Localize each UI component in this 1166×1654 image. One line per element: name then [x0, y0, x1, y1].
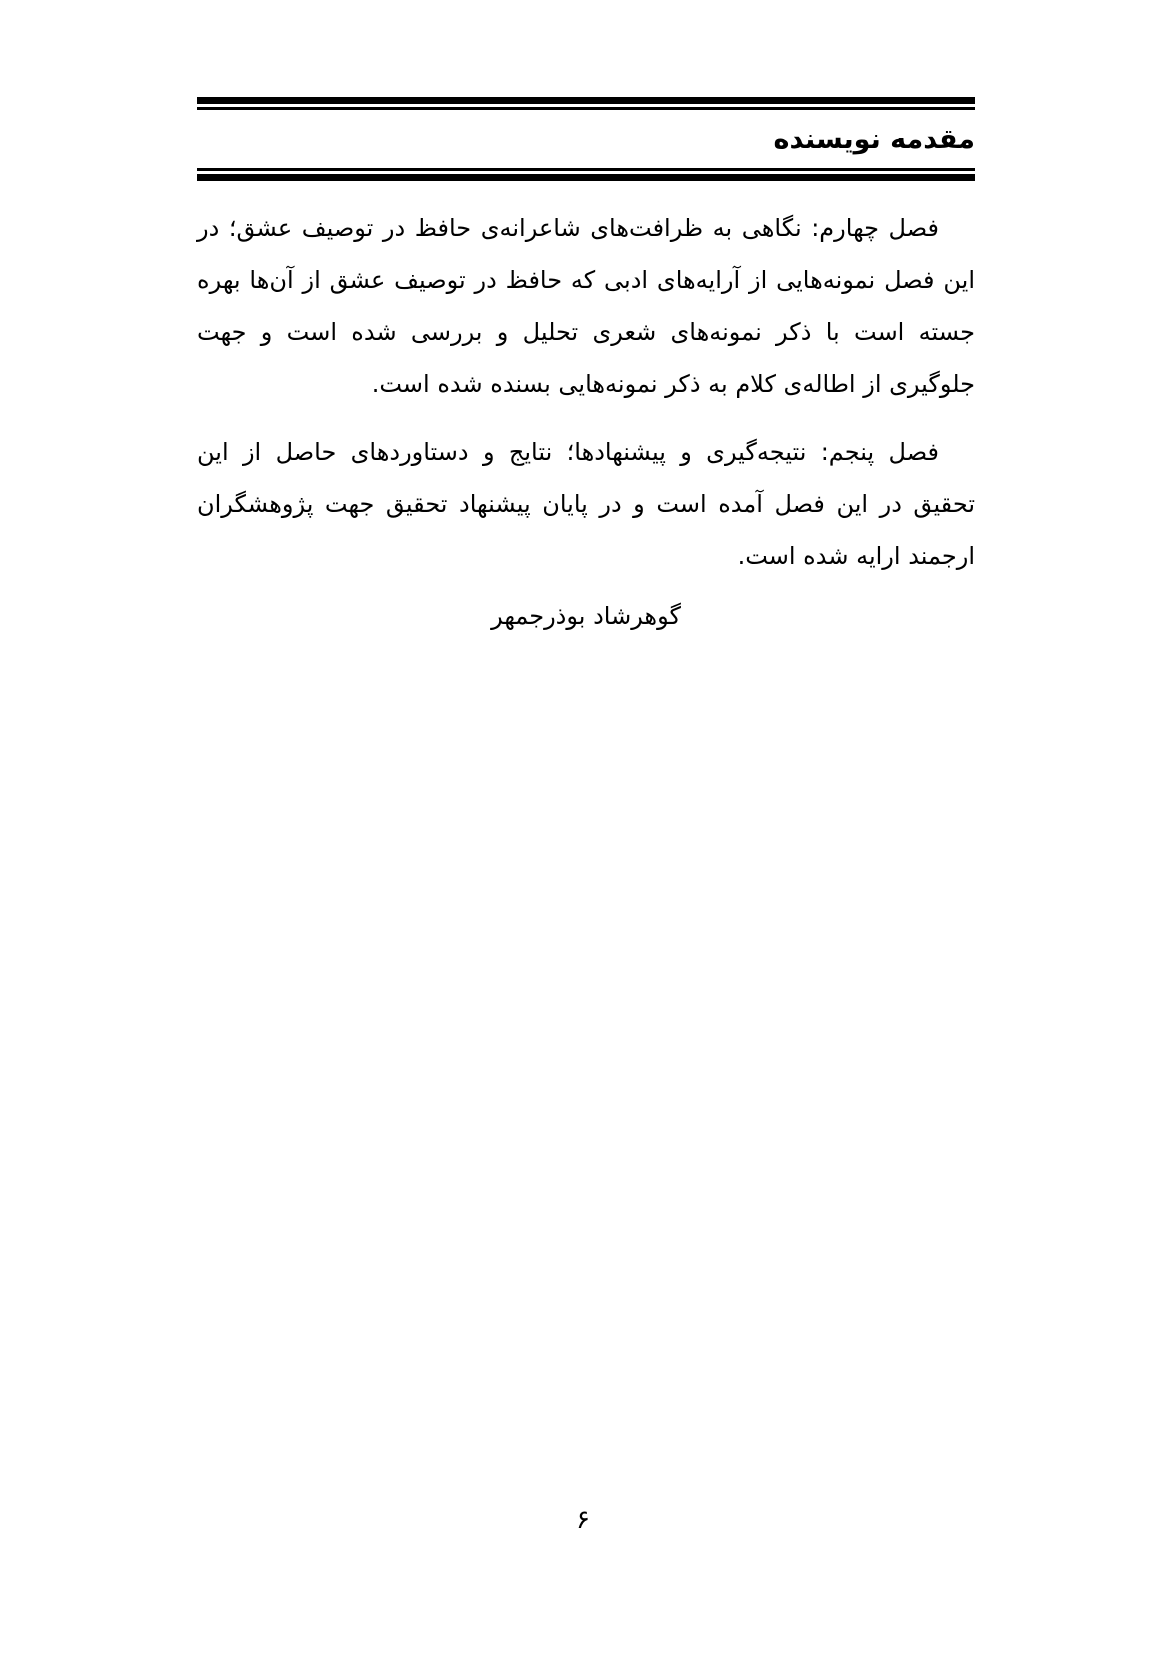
body-text [197, 202, 975, 598]
header-title: مقدمه نویسنده [773, 124, 975, 155]
page-number: ۶ [576, 1505, 590, 1535]
header-rule-bottom-thick [197, 174, 975, 181]
header-rule-bottom-thin [197, 168, 975, 171]
paragraph-chapter-four: فصل چهارم: نگاهی به ظرافت‌های شاعرانه‌ی حافظ در توصیف عشق؛ در این فصل نمونه‌هایی از آرایه‌های ادبی که حافظ در توصیف عشق از آن‌ها بهره جسته است با ذکر نمونه‌های شعری تحلیل و بررسی شده است و جهت جلوگیری از اطاله‌ی کلام به ذکر نمونه‌هایی بسنده شده است. [197, 214, 975, 398]
header-rule-top-thick [197, 97, 975, 104]
paragraph-chapter-five: فصل پنجم: نتیجه‌گیری و پیشنهادها؛ نتایج و دستاوردهای حاصل از این تحقیق در این فصل آمده است و در پایان پیشنهاد تحقیق جهت پژوهشگران ارجمند ارایه شده است. [197, 438, 975, 570]
author-signature: گوهرشاد بوذرجمهر [491, 602, 681, 630]
chapter-header [197, 97, 975, 181]
